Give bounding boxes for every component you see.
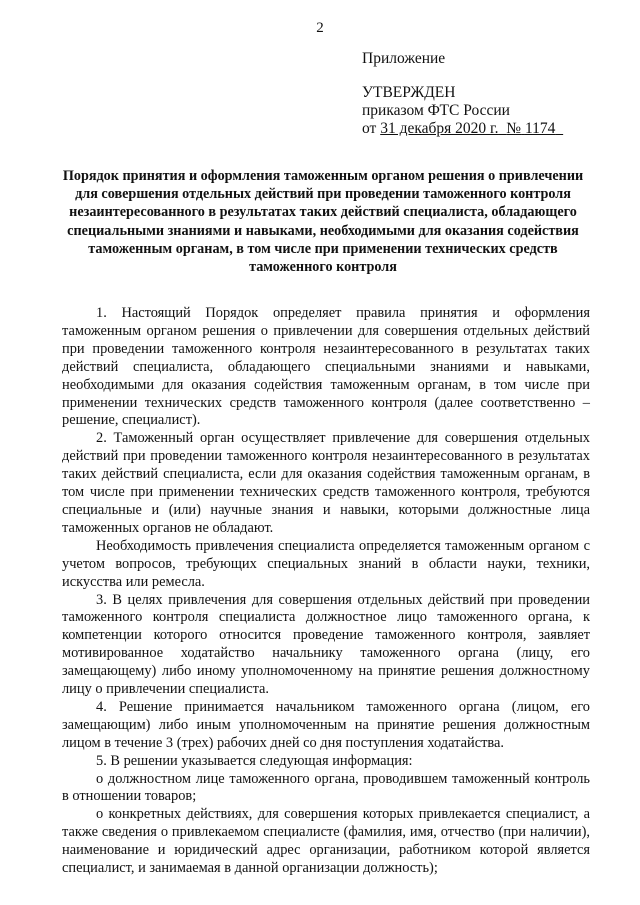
paragraph-5-item-2: о конкретных действиях, для совершения которых привлекается специалист, а также сведения о привлекаемом специалисте (фамилия, имя, отчество (при наличии), наименование и юридический адрес организации, работником которой является специалист, и занимаемая в данной организации должность); (62, 806, 590, 877)
paragraph-2: 2. Таможенный орган осуществляет привлечение для совершения отдельных действий при проведении таможенного контроля незаинтересованного в результатах таких действий специалиста, если для оказания содействия таможенным органам, в том числе при применении технических средств таможенного контроля, требуются специальные и (или) научные знания и навыки, которыми должностные лица таможенных органов не обладают. (62, 430, 590, 536)
number-prefix: № (506, 120, 522, 137)
approved-label: УТВЕРЖДЕН (362, 84, 456, 101)
date-prefix: от (362, 120, 381, 137)
page-number: 2 (316, 20, 324, 36)
paragraph-1: 1. Настоящий Порядок определяет правила принятия и оформления таможенным органом решения о привлечении для совершения отдельных действий при проведении таможенного контроля незаинтересованного в результатах таких действий специалиста, обладающего специальными знаниями и навыками, необходимыми для оказания содействия таможенным органам, в том числе при применении технических средств таможенного контроля (далее соответственно – решение, специалист). (62, 305, 590, 429)
paragraph-4: 4. Решение принимается начальником таможенного органа (лицом, его замещающим) либо иным уполномоченным на принятие решения должностным лицом в течение 3 (трех) рабочих дней со дня поступления ходатайства. (62, 698, 590, 751)
order-date: 31 декабря 2020 г. (380, 120, 499, 137)
document-title: Порядок принятия и оформления таможенным органом решения о привлечении для совершения отдельных действий при проведении таможенного контроля незаинтересованного в результатах таких действий специалиста, обладающего специальными знаниями и навыками, необходимыми для оказания содействия таможенным органам, в том числе при применении технических средств таможенного контроля (62, 168, 584, 276)
order-date-line (362, 120, 563, 138)
document-body (62, 305, 590, 878)
order-line: приказом ФТС России (362, 102, 510, 119)
paragraph-3: 3. В целях привлечения для совершения отдельных действий при проведении таможенного контроля специалиста должностное лицо таможенного органа, к компетенции которого относится проведение таможенного контроля, заявляет мотивированное ходатайство начальнику таможенного органа (лицу, его замещающему) либо иному уполномоченному на принятие решения должностному лицу о привлечении специалиста. (62, 591, 590, 698)
order-number: 1174 (524, 120, 556, 137)
approval-block (362, 50, 563, 138)
paragraph-2-continued: Необходимость привлечения специалиста определяется таможенным органом с учетом вопросов, требующих специальных знаний в области науки, техники, искусства или ремесла. (62, 537, 590, 590)
paragraph-5: 5. В решении указывается следующая информация: (96, 752, 413, 769)
paragraph-5-item-1: о должностном лице таможенного органа, проводившем таможенный контроль в отношении товаров; (62, 770, 590, 805)
appendix-label: Приложение (362, 50, 446, 67)
